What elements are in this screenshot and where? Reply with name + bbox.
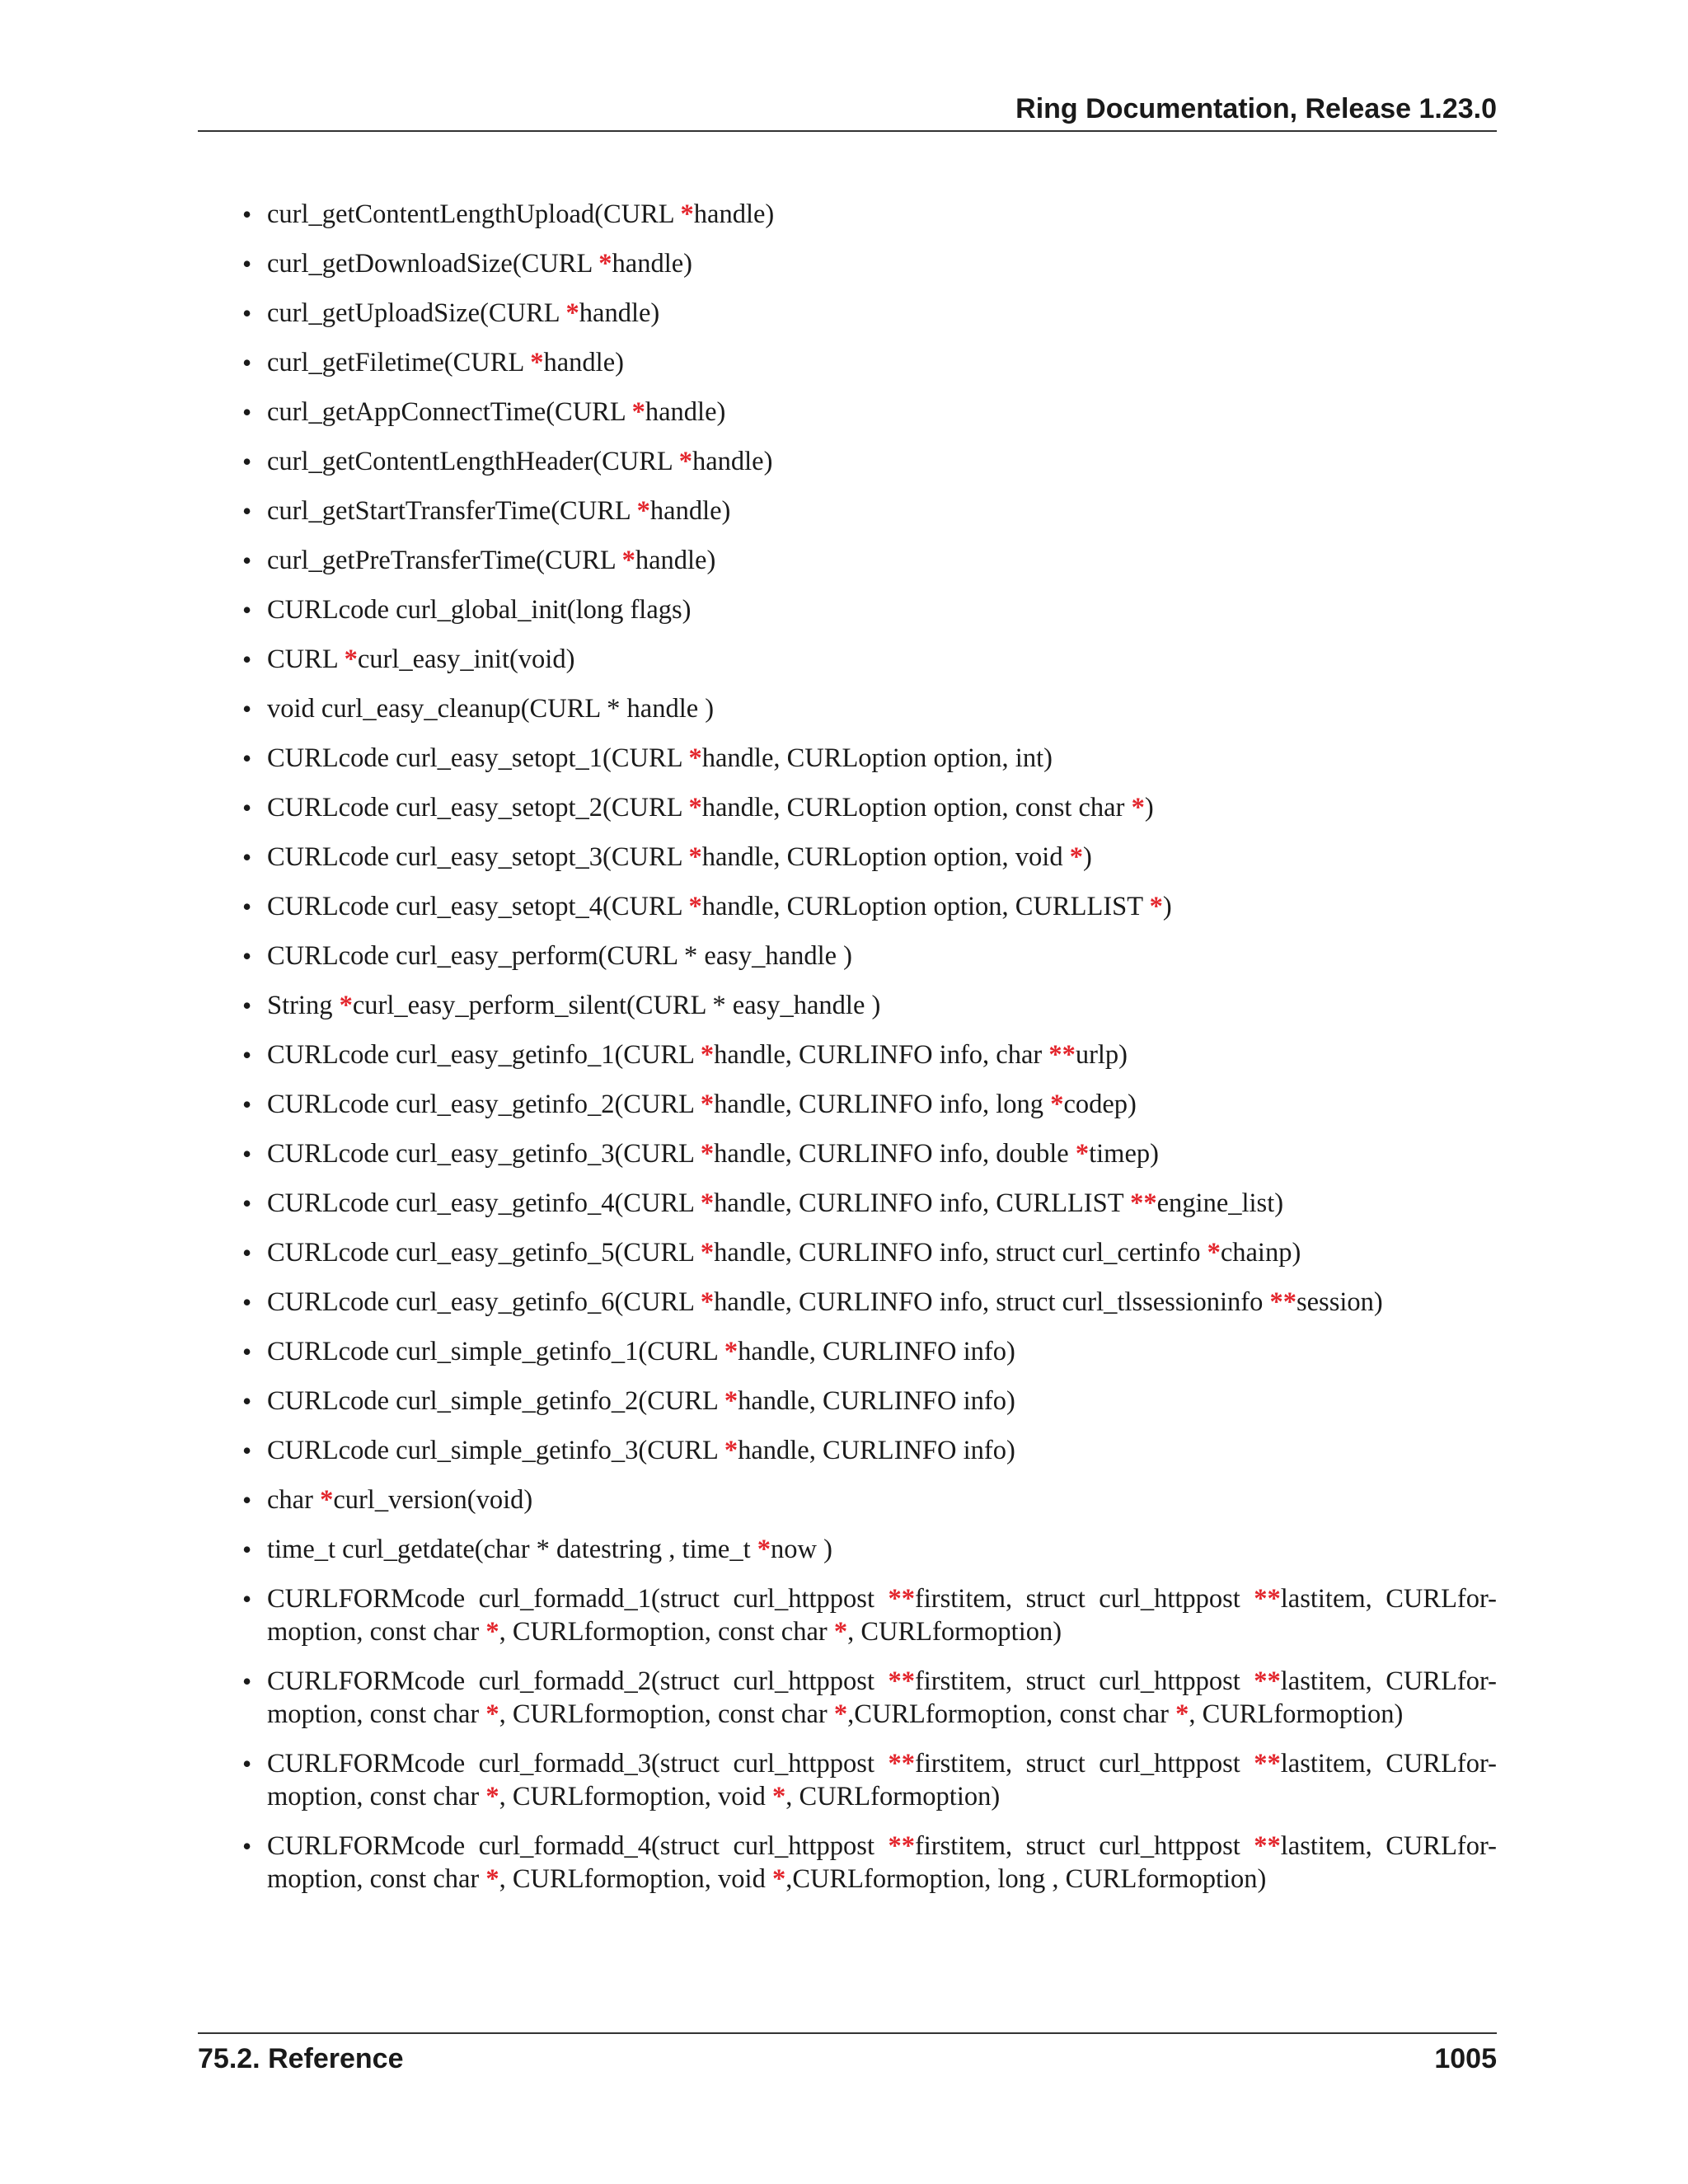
bullet-icon: • (242, 199, 252, 229)
pointer-star: * (678, 447, 692, 476)
bullet-icon: • (242, 1287, 252, 1317)
pointer-star: ** (1048, 1040, 1076, 1070)
signature-text: CURLcode curl_easy_setopt_1(CURL (267, 743, 689, 773)
pointer-star: * (1207, 1238, 1221, 1268)
signature-text: firstitem, struct curl_httppost (914, 1831, 1254, 1861)
pointer-star: * (771, 1864, 786, 1894)
signature-text: now ) (770, 1535, 832, 1564)
signature-text: , CURLformoption) (847, 1617, 1062, 1647)
list-item (198, 346, 1497, 379)
pointer-star: * (724, 1386, 738, 1416)
list-item (198, 1385, 1497, 1418)
bullet-icon: • (242, 1485, 252, 1515)
signature-text: handle, CURLINFO info, double (714, 1139, 1076, 1169)
signature-text: , CURLformoption, void (499, 1864, 772, 1894)
bullet-icon: • (242, 496, 252, 526)
bullet-icon: • (242, 743, 252, 773)
signature-text: handle) (649, 496, 731, 526)
signature-text: ) (1162, 892, 1172, 921)
list-item (198, 1187, 1497, 1220)
pointer-star: * (688, 793, 702, 823)
signature-text: CURLcode curl_easy_setopt_4(CURL (267, 892, 689, 921)
signature-text: CURL (267, 644, 345, 674)
signature-text: curl_easy_init(void) (357, 644, 575, 674)
bullet-icon: • (242, 892, 252, 921)
list-item (198, 1483, 1497, 1516)
signature-text: String (267, 991, 340, 1020)
signature-text: curl_getAppConnectTime(CURL (267, 397, 632, 427)
list-item (198, 1335, 1497, 1368)
signature-text: CURLcode curl_simple_getinfo_2(CURL (267, 1386, 724, 1416)
bullet-icon: • (242, 1749, 252, 1779)
bullet-icon: • (242, 644, 252, 674)
signature-text: lastitem, CURLfor-moption, const char (267, 1666, 1497, 1729)
pointer-star: * (1175, 1699, 1189, 1729)
list-item (198, 1236, 1497, 1269)
bullet-icon: • (242, 694, 252, 724)
bullet-icon: • (242, 1666, 252, 1696)
header-title: Ring Documentation, Release 1.23.0 (1015, 93, 1497, 124)
signature-text: handle, CURLoption option, CURLLIST (701, 892, 1150, 921)
pointer-star: * (530, 348, 544, 377)
signature-text: firstitem, struct curl_httppost (914, 1749, 1254, 1779)
pointer-star: * (700, 1139, 715, 1169)
signature-text: handle, CURLINFO info) (738, 1386, 1015, 1416)
bullet-icon: • (242, 348, 252, 377)
bullet-icon: • (242, 1584, 252, 1614)
pointer-star: * (485, 1699, 499, 1729)
pointer-star: * (485, 1617, 499, 1647)
pointer-star: * (621, 546, 635, 575)
pointer-star: ** (888, 1584, 915, 1614)
pointer-star: * (320, 1485, 334, 1515)
signature-text: , CURLformoption, void (499, 1782, 772, 1811)
signature-text: lastitem, CURLfor-moption, const char (267, 1749, 1497, 1811)
bullet-icon: • (242, 249, 252, 279)
signature-text: void curl_easy_cleanup(CURL * handle ) (267, 694, 715, 724)
signature-text: curl_getContentLengthUpload(CURL (267, 199, 681, 229)
signature-text: handle, CURLINFO info, long (714, 1090, 1051, 1119)
bullet-icon: • (242, 546, 252, 575)
signature-text: CURLcode curl_easy_getinfo_1(CURL (267, 1040, 701, 1070)
signature-text: handle, CURLINFO info, struct curl_certinfo (714, 1238, 1207, 1268)
pointer-star: * (1131, 793, 1145, 823)
signature-text: handle, CURLINFO info, CURLLIST (714, 1188, 1131, 1218)
pointer-star: * (700, 1188, 715, 1218)
pointer-star: ** (1269, 1287, 1296, 1317)
signature-text: handle, CURLINFO info, char (714, 1040, 1049, 1070)
pointer-star: ** (888, 1749, 915, 1779)
signature-text: ) (1082, 842, 1092, 872)
signature-text: curl_getDownloadSize(CURL (267, 249, 599, 279)
signature-text: lastitem, CURLfor-moption, const char (267, 1831, 1497, 1894)
pointer-star: * (631, 397, 645, 427)
signature-text: CURLcode curl_easy_setopt_2(CURL (267, 793, 689, 823)
signature-text: ) (1144, 793, 1154, 823)
signature-text: engine_list) (1156, 1188, 1284, 1218)
signature-text: handle, CURLINFO info) (738, 1436, 1015, 1465)
pointer-star: * (688, 743, 702, 773)
list-item (198, 1137, 1497, 1170)
signature-text: handle, CURLINFO info) (738, 1337, 1015, 1366)
signature-text: handle) (693, 199, 775, 229)
signature-text: , CURLformoption, const char (499, 1617, 834, 1647)
pointer-star: * (700, 1238, 715, 1268)
signature-text: handle) (692, 447, 773, 476)
signature-text: timep) (1089, 1139, 1159, 1169)
bullet-icon: • (242, 447, 252, 476)
pointer-star: * (1050, 1090, 1064, 1119)
bullet-icon: • (242, 1436, 252, 1465)
signature-text: time_t curl_getdate(char * datestring , time_t (267, 1535, 757, 1564)
signature-text: handle, CURLoption option, void (701, 842, 1070, 872)
bullet-icon: • (242, 1040, 252, 1070)
signature-text: handle) (635, 546, 716, 575)
bullet-icon: • (242, 1188, 252, 1218)
signature-text: handle, CURLINFO info, struct curl_tlssessioninfo (714, 1287, 1270, 1317)
signature-text: , CURLformoption) (1189, 1699, 1404, 1729)
list-item (198, 890, 1497, 923)
bullet-icon: • (242, 1090, 252, 1119)
signature-text: CURLcode curl_global_init(long flags) (267, 595, 692, 625)
list-item (198, 445, 1497, 478)
signature-text: urlp) (1075, 1040, 1128, 1070)
signature-text: handle) (543, 348, 624, 377)
function-signature-list (198, 198, 1497, 1912)
bullet-icon: • (242, 941, 252, 971)
signature-text: codep) (1063, 1090, 1137, 1119)
signature-text: ,CURLformoption, const char (847, 1699, 1176, 1729)
page-header (198, 92, 1497, 132)
signature-text: CURLcode curl_easy_getinfo_6(CURL (267, 1287, 701, 1317)
pointer-star: * (833, 1699, 848, 1729)
list-item (198, 593, 1497, 626)
list-item (198, 1038, 1497, 1071)
bullet-icon: • (242, 1238, 252, 1268)
page-number: 1005 (1434, 2043, 1497, 2074)
signature-text: curl_getUploadSize(CURL (267, 298, 566, 328)
pointer-star: * (724, 1436, 738, 1465)
signature-text: firstitem, struct curl_httppost (914, 1666, 1254, 1696)
list-item (198, 1830, 1497, 1896)
signature-text: CURLcode curl_easy_perform(CURL * easy_handle ) (267, 941, 852, 971)
signature-text: CURLFORMcode curl_formadd_1(struct curl_httppost (267, 1584, 889, 1614)
pointer-star: * (757, 1535, 771, 1564)
bullet-icon: • (242, 397, 252, 427)
signature-text: handle, CURLoption option, int) (701, 743, 1053, 773)
list-item (198, 841, 1497, 874)
bullet-icon: • (242, 595, 252, 625)
bullet-icon: • (242, 793, 252, 823)
footer-section: 75.2. Reference (198, 2043, 404, 2074)
list-item (198, 396, 1497, 429)
signature-text: CURLFORMcode curl_formadd_3(struct curl_httppost (267, 1749, 889, 1779)
signature-text: char (267, 1485, 321, 1515)
signature-text: CURLcode curl_simple_getinfo_3(CURL (267, 1436, 724, 1465)
list-item (198, 1582, 1497, 1648)
signature-text: curl_getFiletime(CURL (267, 348, 531, 377)
list-item (198, 742, 1497, 775)
signature-text: curl_getPreTransferTime(CURL (267, 546, 622, 575)
pointer-star: * (700, 1040, 715, 1070)
list-item (198, 940, 1497, 972)
signature-text: curl_getStartTransferTime(CURL (267, 496, 637, 526)
signature-text: curl_version(void) (333, 1485, 533, 1515)
signature-text: CURLFORMcode curl_formadd_4(struct curl_httppost (267, 1831, 889, 1861)
signature-text: CURLFORMcode curl_formadd_2(struct curl_httppost (267, 1666, 889, 1696)
bullet-icon: • (242, 1535, 252, 1564)
signature-text: handle, CURLoption option, const char (701, 793, 1132, 823)
list-item (198, 692, 1497, 725)
pointer-star: * (344, 644, 358, 674)
signature-text: chainp) (1220, 1238, 1301, 1268)
bullet-icon: • (242, 1337, 252, 1366)
bullet-icon: • (242, 1386, 252, 1416)
pointer-star: * (1075, 1139, 1090, 1169)
bullet-icon: • (242, 991, 252, 1020)
list-item (198, 1088, 1497, 1121)
list-item (198, 198, 1497, 231)
bullet-icon: • (242, 1831, 252, 1861)
list-item (198, 544, 1497, 577)
pointer-star: * (1069, 842, 1083, 872)
signature-text: ,CURLformoption, long , CURLformoption) (785, 1864, 1267, 1894)
signature-text: CURLcode curl_easy_getinfo_2(CURL (267, 1090, 701, 1119)
signature-text: CURLcode curl_easy_getinfo_5(CURL (267, 1238, 701, 1268)
list-item (198, 297, 1497, 330)
signature-text: CURLcode curl_easy_getinfo_4(CURL (267, 1188, 701, 1218)
list-item (198, 989, 1497, 1022)
page-footer (198, 2032, 1497, 2075)
signature-text: handle) (612, 249, 692, 279)
pointer-star: ** (888, 1831, 915, 1861)
signature-text: CURLcode curl_easy_setopt_3(CURL (267, 842, 689, 872)
pointer-star: * (598, 249, 612, 279)
signature-text: curl_easy_perform_silent(CURL * easy_handle ) (352, 991, 881, 1020)
list-item (198, 1665, 1497, 1731)
signature-text: firstitem, struct curl_httppost (914, 1584, 1254, 1614)
pointer-star: * (833, 1617, 848, 1647)
pointer-star: ** (1254, 1749, 1281, 1779)
list-item (198, 1434, 1497, 1467)
pointer-star: * (636, 496, 650, 526)
pointer-star: * (485, 1864, 499, 1894)
list-item (198, 1286, 1497, 1319)
pointer-star: * (688, 892, 702, 921)
signature-text: CURLcode curl_easy_getinfo_3(CURL (267, 1139, 701, 1169)
signature-text: handle) (645, 397, 726, 427)
bullet-icon: • (242, 842, 252, 872)
pointer-star: * (724, 1337, 738, 1366)
list-item (198, 791, 1497, 824)
pointer-star: ** (1254, 1831, 1281, 1861)
signature-text: handle) (579, 298, 660, 328)
pointer-star: ** (1130, 1188, 1157, 1218)
pointer-star: ** (1254, 1666, 1281, 1696)
pointer-star: * (485, 1782, 499, 1811)
pointer-star: * (688, 842, 702, 872)
signature-text: session) (1296, 1287, 1383, 1317)
signature-text: curl_getContentLengthHeader(CURL (267, 447, 679, 476)
pointer-star: * (565, 298, 579, 328)
bullet-icon: • (242, 298, 252, 328)
signature-text: , CURLformoption, const char (499, 1699, 834, 1729)
list-item (198, 643, 1497, 676)
pointer-star: * (700, 1090, 715, 1119)
pointer-star: * (339, 991, 353, 1020)
signature-text: lastitem, CURLfor-moption, const char (267, 1584, 1497, 1647)
list-item (198, 247, 1497, 280)
pointer-star: ** (888, 1666, 915, 1696)
list-item (198, 1533, 1497, 1566)
pointer-star: * (680, 199, 694, 229)
list-item (198, 1747, 1497, 1813)
signature-text: , CURLformoption) (785, 1782, 1001, 1811)
signature-text: CURLcode curl_simple_getinfo_1(CURL (267, 1337, 724, 1366)
list-item (198, 494, 1497, 527)
pointer-star: * (771, 1782, 786, 1811)
pointer-star: * (700, 1287, 715, 1317)
pointer-star: ** (1254, 1584, 1281, 1614)
bullet-icon: • (242, 1139, 252, 1169)
pointer-star: * (1149, 892, 1163, 921)
